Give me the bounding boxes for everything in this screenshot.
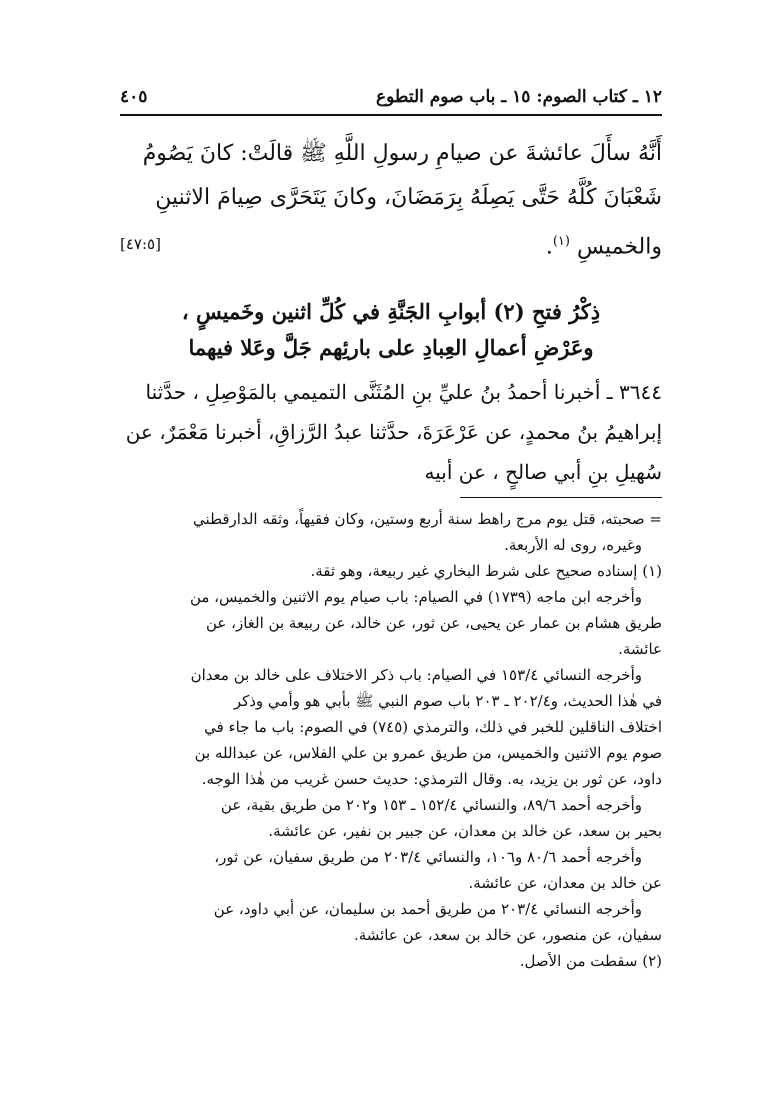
- footnote-line: اختلاف الناقلين للخبر في ذلك، والترمذي (٧٤٥) في الصوم: باب ما جاء في: [204, 718, 662, 736]
- footnote-line: في هٰذا الحديث، و٢٠٢/٤ ـ ٢٠٣ باب صوم النبي ﷺ بأبي هو وأمي وذكر: [233, 692, 662, 710]
- footnote-line: (١) إسناده صحيح على شرط البخاري غير ربيعة، وهو ثقة.: [310, 562, 662, 580]
- heading-line: ذِكْرُ فتحِ (٢) أبوابِ الجَنَّةِ في كُلِّ اثنين وخَميسٍ ،: [181, 299, 601, 324]
- section-heading: [120, 294, 662, 366]
- footnote-line: وأخرجه ابن ماجه (١٧٣٩) في الصيام: باب صيام يوم الاثنين والخميس، من: [189, 588, 642, 606]
- page-header: [120, 82, 662, 112]
- footnote-line: وأخرجه أحمد ٨٩/٦، والنسائي ١٥٢/٤ ـ ١٥٣ و٢٠٢ من طريق بقية، عن: [220, 796, 642, 814]
- footnote-line: وأخرجه النسائي ١٥٣/٤ في الصيام: باب ذكر الاختلاف على خالد بن معدان: [190, 666, 642, 684]
- footnote-line: = صحبته، قتل يوم مرج راهط سنة أربع وستين، وكان فقيهاً، وثقه الدارقطني: [193, 510, 662, 528]
- running-title: ١٢ ـ كتاب الصوم: ١٥ ـ باب صوم التطوع: [375, 87, 662, 107]
- text-line: ٣٦٤٤ ـ أخبرنا أحمدُ بنُ عليِّ بنِ المُثَنَّى التميمي بالمَوْصِلِ ، حدَّثنا: [145, 380, 662, 404]
- footnote-line: عن خالد بن معدان، عن عائشة.: [468, 874, 662, 892]
- footnote-line: صوم يوم الاثنين والخميس، من طريق عمرو بن علي الفلاس، عن عبدالله بن: [194, 744, 662, 762]
- footnote-separator: [460, 497, 662, 498]
- footnote-line: داود، عن ثور بن يزيد، به. وقال الترمذي: حديث حسن غريب من هٰذا الوجه.: [201, 770, 662, 788]
- text-segment: والخميسِ: [576, 234, 662, 260]
- text-line: شَعْبَانَ كُلَّهُ حَتَّى يَصِلَهُ بِرَمَضَانَ، وكانَ يَتَحَرَّى صِيامَ الاثنينِ: [155, 185, 662, 210]
- text-segment: .: [545, 234, 553, 260]
- text-line: إبراهيمُ بنُ محمدٍ، عن عَرْعَرَةَ، حدَّثنا عبدُ الرَّزاقِ، أخبرنا مَعْمَرٌ، عن: [125, 420, 662, 444]
- footnote-line: طريق هشام بن عمار عن يحيى، عن ثور، عن خالد، عن ربيعة بن الغاز، عن: [206, 614, 662, 632]
- footnote-marker: (١): [552, 234, 570, 249]
- text-line: أَنَّهُ سأَلَ عائشةَ عن صيامِ رسولِ اللَّهِ ﷺ قالَتْ: كانَ يَصُومُ: [142, 141, 662, 166]
- header-rule: [120, 114, 662, 116]
- footnote-line: بحير بن سعد، عن خالد بن معدان، عن جبير بن نفير، عن عائشة.: [268, 822, 662, 840]
- hadith-text: [120, 372, 662, 492]
- text-line: سُهيلِ بنِ أبي صالحٍ ، عن أبيه: [424, 460, 662, 484]
- hadith-continuation: [120, 132, 662, 269]
- footnote-line: وأخرجه أحمد ٨٠/٦ و١٠٦، والنسائي ٢٠٣/٤ من طريق سفيان، عن ثور،: [214, 848, 642, 866]
- footnotes: [120, 506, 662, 974]
- page-number: ٤٠٥: [120, 87, 148, 107]
- footnote-line: وأخرجه النسائي ٢٠٣/٤ من طريق أحمد بن سليمان، عن أبي داود، عن: [213, 900, 642, 918]
- footnote-line: وغيره، روى له الأربعة.: [504, 536, 642, 554]
- footnote-line: عائشة.: [618, 640, 662, 658]
- footnote-line: سفيان، عن منصور، عن خالد بن سعد، عن عائشة.: [353, 926, 662, 944]
- heading-line: وعَرْضِ أعمالِ العِبادِ على بارئِهم جَلَّ وعَلا فيهما: [188, 335, 594, 360]
- text-line: [120, 220, 662, 269]
- reference-number: [٤٧:٥]: [120, 235, 161, 253]
- footnote-line: (٢) سقطت من الأصل.: [519, 952, 662, 970]
